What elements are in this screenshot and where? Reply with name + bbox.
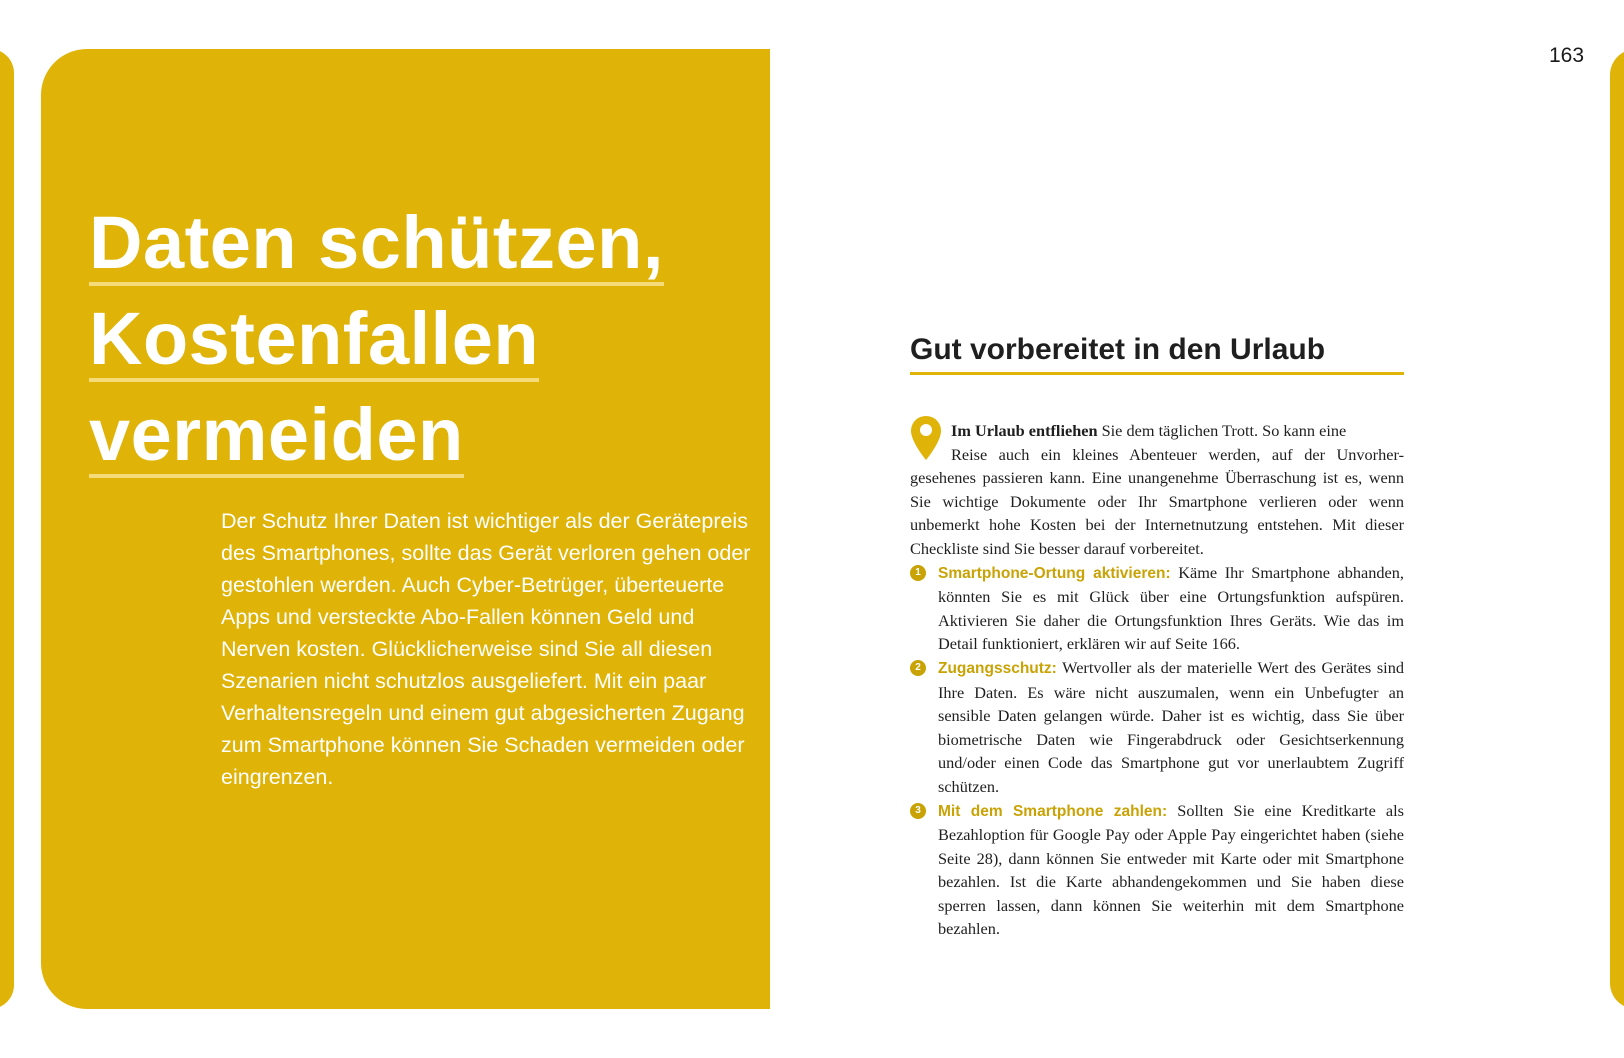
number-badge: 1 (910, 565, 926, 581)
next-page-edge (1610, 49, 1624, 1009)
previous-page-edge (0, 49, 14, 1009)
section-title: Gut vorbereitet in den Urlaub (910, 333, 1404, 375)
headline-line-1: Daten schützen, (89, 201, 664, 284)
number-badge: 3 (910, 803, 926, 819)
headline-line-3: vermeiden (89, 393, 464, 476)
chapter-intro: Der Schutz Ihrer Daten ist wichtiger als der Gerätepreis des Smartphones, sollte das Gerät verloren gehen oder gestohlen werden. Auch Cyber-Betrüger, überteuerte Apps und versteckte Abo-Fallen können Geld und Nerven kosten. Glücklicherweise sind Sie all diesen Szenarien nicht schutzlos ausgeliefert. Mit ein paar Verhaltensregeln und einem gut abgesicherten Zugang zum Smartphone können Sie Schaden vermeiden oder eingrenzen. (221, 509, 751, 789)
checklist-item-title: Smartphone-Ortung aktivieren: (938, 564, 1171, 582)
lead-second-line: Reise auch ein kleines Abenteuer werden, auf der Unvorher- (951, 444, 1404, 464)
checklist-item-title: Mit dem Smartphone zahlen: (938, 802, 1168, 820)
lead-paragraph (910, 419, 1404, 561)
headline-line-2: Kostenfallen (89, 297, 540, 380)
lead-first-line (910, 421, 1346, 440)
checklist-item (910, 561, 1404, 656)
checklist-item-title: Zugangsschutz: (938, 659, 1057, 677)
checklist-item (910, 799, 1404, 942)
chapter-opener-panel (41, 49, 770, 1009)
number-badge: 2 (910, 660, 926, 676)
checklist-item-text: Wertvoller als der materielle Wert des Gerätes sind Ihre Daten. Es wäre nicht auszumalen, wenn ein Unbefugter an sensible Daten gelangen würde. Daher ist es wichtig, dass Sie über biometrische Daten wie Fingerabdruck oder Gesichtserkennung und/oder einen Code das Smartphone gut vor unerlaubtem Zugriff schützen. (938, 657, 1404, 796)
lead-first-line-text: Sie dem täglichen Trott. So kann eine (1097, 421, 1347, 440)
section-body (910, 419, 1404, 941)
lead-bold: Im Urlaub entfliehen (951, 421, 1098, 440)
checklist-item-text: Käme Ihr Smartphone abhanden, könnten Sie es mit Glück über eine Ortungsfunktion aufspüren. Aktivieren Sie daher die Ortungsfunktion Ihres Geräts. Wie das im Detail funktioniert, erklären wir auf Seite 166. (938, 562, 1404, 654)
checklist-item (910, 656, 1404, 799)
page-number: 163 (1549, 44, 1585, 67)
checklist (910, 561, 1404, 942)
checklist-item-text: Sollten Sie eine Kreditkarte als Bezahloption für Google Pay oder Apple Pay eingerichtet haben (siehe Seite 28), dann können Sie entweder mit Karte oder mit Smartphone bezahlen. Ist die Karte abhandengekommen und Sie haben diese sperren lassen, dann können Sie weiterhin mit dem Smartphone bezahlen. (938, 800, 1404, 939)
chapter-headline (89, 199, 749, 487)
lead-rest: gesehenes passieren kann. Eine unangenehme Überraschung ist es, wenn Sie wichtige Dokumente oder Ihr Smartphone verlieren oder wenn unbemerkt hohe Kosten bei der Internetnutzung entstehen. Mit dieser Checkliste sind Sie besser darauf vorbereitet. (910, 468, 1404, 558)
